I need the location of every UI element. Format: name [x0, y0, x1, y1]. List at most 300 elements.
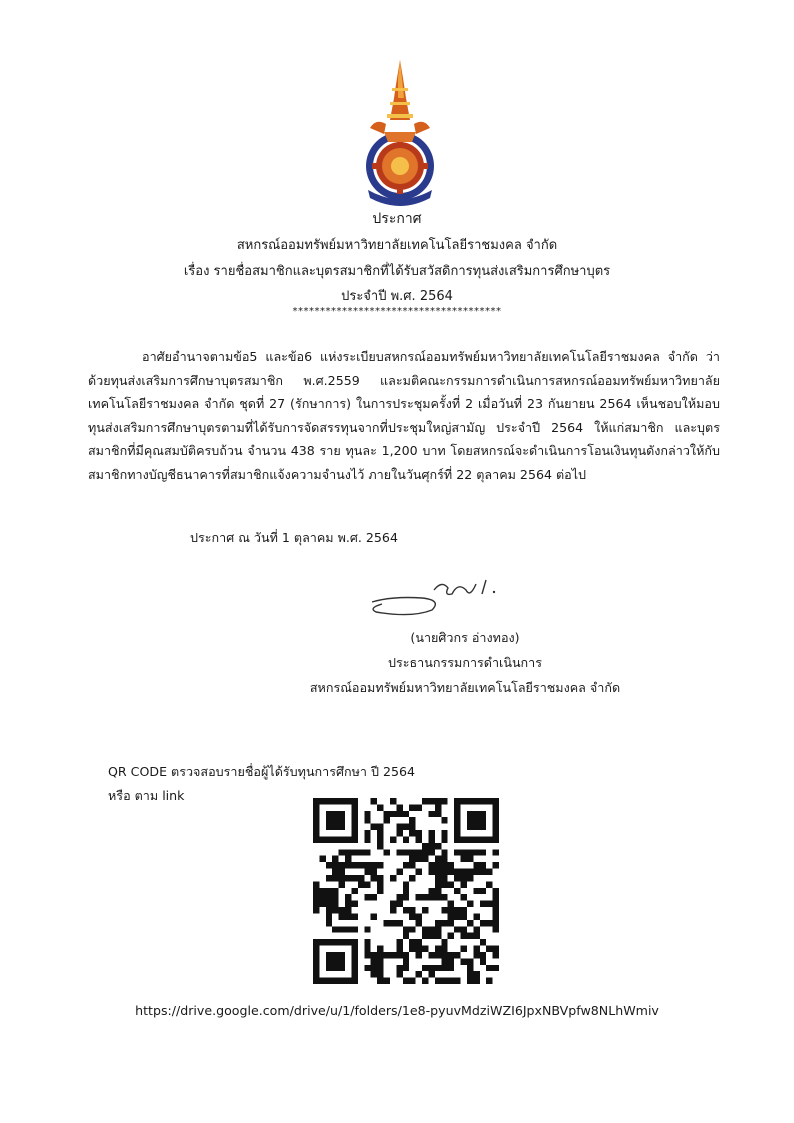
- qr-module: [493, 811, 499, 817]
- qr-module: [403, 926, 409, 932]
- qr-module: [377, 843, 383, 849]
- qr-module: [435, 843, 441, 849]
- qr-module: [473, 849, 479, 855]
- qr-module: [441, 907, 447, 913]
- qr-module: [448, 920, 454, 926]
- qr-module: [351, 824, 357, 830]
- announcement-date: ประกาศ ณ วันที่ 1 ตุลาคม พ.ศ. 2564: [190, 530, 398, 545]
- qr-module: [409, 926, 415, 932]
- qr-module: [403, 978, 409, 984]
- qr-module: [467, 958, 473, 964]
- qr-module: [390, 798, 396, 804]
- qr-module: [403, 894, 409, 900]
- qr-module: [435, 946, 441, 952]
- qr-module: [364, 894, 370, 900]
- qr-module: [409, 830, 415, 836]
- qr-module: [345, 978, 351, 984]
- qr-module: [332, 907, 338, 913]
- qr-module: [461, 881, 467, 887]
- qr-module: [409, 856, 415, 862]
- qr-module: [480, 836, 486, 842]
- qr-module: [332, 958, 338, 964]
- qr-module: [422, 843, 428, 849]
- qr-module: [371, 952, 377, 958]
- qr-module: [364, 881, 370, 887]
- qr-module: [441, 965, 447, 971]
- qr-module: [332, 952, 338, 958]
- announcement-title: ประกาศ: [372, 211, 422, 227]
- qr-module: [435, 811, 441, 817]
- qr-module: [416, 913, 422, 919]
- qr-module: [441, 894, 447, 900]
- qr-module: [454, 824, 460, 830]
- qr-module: [313, 901, 319, 907]
- qr-module: [467, 920, 473, 926]
- qr-module: [480, 862, 486, 868]
- qr-module: [332, 817, 338, 823]
- qr-module: [467, 849, 473, 855]
- qr-module: [396, 901, 402, 907]
- qr-module: [339, 881, 345, 887]
- qr-module: [454, 907, 460, 913]
- qr-module: [435, 798, 441, 804]
- qr-module: [339, 958, 345, 964]
- qr-module: [390, 920, 396, 926]
- qr-module: [326, 798, 332, 804]
- qr-module: [364, 811, 370, 817]
- qr-module: [345, 913, 351, 919]
- qr-module: [454, 836, 460, 842]
- qr-module: [416, 952, 422, 958]
- body-paragraph-text: อาศัยอำนาจตามข้อ5 และข้อ6 แห่งระเบียบสหกรณ์ออมทรัพย์มหาวิทยาลัยเทคโนโลยีราชมงคล จำกัด ว่าด้วยทุนส่งเสริมการศึกษาบุตรสมาชิก พ.ศ.2559 และมติคณะกรรมการดำเนินการสหกรณ์ออมทรัพย์มหาวิทยาลัยเทคโนโลยีราชมงคล จำกัด ชุดที่ 27 (รักษาการ) ในการประชุมครั้งที่ 2 เมื่อวันที่ 23 กันยายน 2564 เห็นชอบให้มอบทุนส่งเสริมการศึกษาบุตรตามที่ได้รับการจัดสรรทุนจากที่ประชุมใหญ่สามัญ ประจำปี 2564 ให้แก่สมาชิก และบุตรสมาชิกที่มีคุณสมบัติครบถ้วน จำนวน 438 ราย ทุนละ 1,200 บาท โดยสหกรณ์จะดำเนินการโอนเงินทุนดังกล่าวให้กับสมาชิกทางบัญชีธนาคารที่สมาชิกแจ้งความจำนงไว้ ภายในวันศุกร์ที่ 22 ตุลาคม 2564 ต่อไป: [88, 349, 720, 482]
- qr-module: [441, 830, 447, 836]
- qr-module: [313, 952, 319, 958]
- qr-module: [461, 946, 467, 952]
- qr-module: [493, 952, 499, 958]
- qr-module: [473, 824, 479, 830]
- qr-module: [416, 939, 422, 945]
- qr-module: [428, 933, 434, 939]
- qr-module: [435, 965, 441, 971]
- qr-module: [454, 830, 460, 836]
- body-paragraph: [88, 345, 720, 486]
- qr-module: [332, 894, 338, 900]
- qr-module: [332, 824, 338, 830]
- qr-module: [409, 804, 415, 810]
- qr-module: [428, 811, 434, 817]
- qr-module: [441, 849, 447, 855]
- qr-module: [326, 901, 332, 907]
- qr-module: [339, 869, 345, 875]
- qr-module: [409, 907, 415, 913]
- qr-module: [396, 920, 402, 926]
- qr-module: [358, 875, 364, 881]
- qr-module: [377, 804, 383, 810]
- qr-module: [416, 920, 422, 926]
- qr-module: [480, 939, 486, 945]
- qr-module: [448, 901, 454, 907]
- qr-module: [486, 946, 492, 952]
- qr-module: [403, 811, 409, 817]
- qr-module: [428, 965, 434, 971]
- qr-module: [377, 958, 383, 964]
- qr-module: [351, 888, 357, 894]
- qr-module: [396, 811, 402, 817]
- qr-module: [441, 952, 447, 958]
- qr-module: [461, 798, 467, 804]
- qr-module: [461, 856, 467, 862]
- qr-module: [351, 971, 357, 977]
- qr-module: [428, 869, 434, 875]
- qr-module: [435, 881, 441, 887]
- qr-module: [313, 881, 319, 887]
- qr-module: [416, 946, 422, 952]
- qr-module: [351, 901, 357, 907]
- qr-module: [435, 856, 441, 862]
- qr-module: [435, 875, 441, 881]
- qr-module: [480, 849, 486, 855]
- qr-module: [371, 862, 377, 868]
- qr-module: [480, 798, 486, 804]
- qr-module: [351, 862, 357, 868]
- qr-module: [384, 849, 390, 855]
- qr-module: [313, 907, 319, 913]
- qr-module: [409, 939, 415, 945]
- qr-module: [351, 836, 357, 842]
- qr-module: [480, 817, 486, 823]
- qr-module: [326, 965, 332, 971]
- organization-name: สหกรณ์ออมทรัพย์มหาวิทยาลัยเทคโนโลยีราชมงคล จำกัด: [236, 238, 558, 253]
- separator-stars: **************************************: [292, 306, 502, 317]
- qr-module: [486, 978, 492, 984]
- qr-module: [396, 946, 402, 952]
- qr-module: [390, 952, 396, 958]
- qr-module: [428, 798, 434, 804]
- qr-module: [403, 824, 409, 830]
- qr-module: [467, 811, 473, 817]
- qr-module: [467, 824, 473, 830]
- qr-module: [441, 869, 447, 875]
- qr-module: [313, 836, 319, 842]
- qr-module: [326, 888, 332, 894]
- qr-module: [493, 862, 499, 868]
- qr-module: [454, 849, 460, 855]
- qr-module: [326, 875, 332, 881]
- qr-module: [351, 849, 357, 855]
- qr-module: [345, 901, 351, 907]
- qr-module: [448, 869, 454, 875]
- qr-module: [403, 952, 409, 958]
- qr-module: [448, 913, 454, 919]
- qr-module: [454, 978, 460, 984]
- qr-module: [339, 926, 345, 932]
- qr-module: [454, 869, 460, 875]
- qr-module: [332, 888, 338, 894]
- qr-module: [377, 830, 383, 836]
- qr-module: [396, 894, 402, 900]
- qr-module: [384, 811, 390, 817]
- qr-module: [396, 824, 402, 830]
- qr-module: [473, 836, 479, 842]
- qr-module: [403, 965, 409, 971]
- qr-module: [461, 849, 467, 855]
- qr-module: [454, 952, 460, 958]
- qr-module: [377, 952, 383, 958]
- qr-module: [326, 824, 332, 830]
- qr-module: [441, 939, 447, 945]
- qr-module: [454, 926, 460, 932]
- qr-module: [493, 926, 499, 932]
- qr-module: [454, 798, 460, 804]
- qr-module: [416, 830, 422, 836]
- qr-module: [493, 824, 499, 830]
- qr-module: [454, 817, 460, 823]
- drive-link[interactable]: https://drive.google.com/drive/u/1/folders/1e8-pyuvMdziWZI6JpxNBVpfw8NLhWmiv: [135, 1003, 659, 1018]
- qr-module: [473, 817, 479, 823]
- qr-module: [448, 958, 454, 964]
- qr-module: [403, 836, 409, 842]
- qr-module: [493, 946, 499, 952]
- qr-module: [461, 933, 467, 939]
- qr-module: [371, 958, 377, 964]
- qr-module: [473, 798, 479, 804]
- qr-module: [486, 836, 492, 842]
- qr-module: [428, 952, 434, 958]
- signatory-position: ประธานกรรมการดำเนินการ: [387, 655, 543, 670]
- qr-module: [377, 875, 383, 881]
- qr-module: [480, 958, 486, 964]
- qr-module: [422, 856, 428, 862]
- handwritten-signature: [362, 570, 512, 620]
- qr-module: [428, 849, 434, 855]
- qr-module: [473, 862, 479, 868]
- qr-module: [345, 798, 351, 804]
- qr-module: [313, 817, 319, 823]
- qr-module: [422, 978, 428, 984]
- qr-module: [441, 862, 447, 868]
- qr-module: [326, 817, 332, 823]
- qr-module: [332, 869, 338, 875]
- signatory-name: (นายศิวกร อ่างทอง): [410, 630, 520, 645]
- qr-module: [435, 926, 441, 932]
- qr-module: [467, 875, 473, 881]
- qr-module: [473, 971, 479, 977]
- qr-module: [339, 939, 345, 945]
- qr-module: [351, 804, 357, 810]
- qr-module: [326, 978, 332, 984]
- qr-module: [364, 817, 370, 823]
- qr-module: [351, 811, 357, 817]
- qr-module: [441, 978, 447, 984]
- qr-module: [435, 862, 441, 868]
- qr-module: [422, 894, 428, 900]
- qr-module: [467, 798, 473, 804]
- qr-module: [454, 875, 460, 881]
- qr-module: [493, 817, 499, 823]
- qr-module: [416, 869, 422, 875]
- qr-module: [351, 830, 357, 836]
- qr-module: [480, 952, 486, 958]
- qr-module: [461, 913, 467, 919]
- qr-module: [409, 875, 415, 881]
- qr-module: [377, 824, 383, 830]
- qr-module: [435, 894, 441, 900]
- qr-module: [441, 958, 447, 964]
- qr-module: [332, 798, 338, 804]
- university-emblem: [340, 58, 460, 208]
- qr-module: [384, 920, 390, 926]
- qr-module: [403, 958, 409, 964]
- qr-module: [319, 888, 325, 894]
- qr-module: [319, 939, 325, 945]
- qr-code[interactable]: [313, 798, 499, 984]
- qr-module: [364, 836, 370, 842]
- qr-module: [480, 901, 486, 907]
- qr-module: [326, 939, 332, 945]
- qr-module: [319, 894, 325, 900]
- qr-module: [332, 939, 338, 945]
- qr-module: [339, 965, 345, 971]
- qr-module: [390, 836, 396, 842]
- qr-module: [319, 901, 325, 907]
- qr-module: [435, 978, 441, 984]
- qr-module: [409, 849, 415, 855]
- qr-module: [313, 824, 319, 830]
- qr-module: [428, 843, 434, 849]
- qr-module: [332, 856, 338, 862]
- qr-module: [473, 978, 479, 984]
- qr-module: [416, 894, 422, 900]
- qr-module: [326, 920, 332, 926]
- qr-module: [364, 849, 370, 855]
- qr-module: [486, 881, 492, 887]
- qr-module: [493, 913, 499, 919]
- qr-module: [493, 901, 499, 907]
- qr-module: [467, 971, 473, 977]
- qr-module: [422, 946, 428, 952]
- qr-module: [332, 965, 338, 971]
- qr-module: [480, 811, 486, 817]
- qr-module: [467, 817, 473, 823]
- qr-module: [371, 965, 377, 971]
- qr-module: [390, 907, 396, 913]
- qr-module: [326, 811, 332, 817]
- qr-module: [473, 888, 479, 894]
- qr-module: [441, 881, 447, 887]
- qr-module: [364, 965, 370, 971]
- qr-module: [409, 978, 415, 984]
- qr-module: [409, 862, 415, 868]
- qr-module: [339, 875, 345, 881]
- qr-module: [493, 965, 499, 971]
- qr-module: [339, 952, 345, 958]
- qr-module: [428, 862, 434, 868]
- qr-module: [467, 836, 473, 842]
- qr-module: [345, 836, 351, 842]
- qr-module: [493, 798, 499, 804]
- qr-module: [473, 946, 479, 952]
- qr-module: [313, 965, 319, 971]
- qr-module: [403, 881, 409, 887]
- qr-module: [371, 875, 377, 881]
- qr-module: [332, 926, 338, 932]
- qr-module: [339, 811, 345, 817]
- qr-module: [326, 862, 332, 868]
- qr-module: [422, 926, 428, 932]
- qr-module: [313, 958, 319, 964]
- qr-or-link-label: หรือ ตาม link: [108, 788, 185, 803]
- qr-module: [396, 849, 402, 855]
- qr-module: [345, 849, 351, 855]
- qr-module: [390, 811, 396, 817]
- qr-module: [377, 862, 383, 868]
- qr-module: [461, 926, 467, 932]
- qr-module: [403, 907, 409, 913]
- qr-module: [339, 824, 345, 830]
- qr-module: [467, 933, 473, 939]
- qr-module: [473, 811, 479, 817]
- qr-module: [448, 933, 454, 939]
- qr-module: [326, 836, 332, 842]
- qr-module: [332, 901, 338, 907]
- qr-module: [486, 901, 492, 907]
- qr-module: [486, 798, 492, 804]
- qr-module: [339, 798, 345, 804]
- qr-module: [493, 849, 499, 855]
- qr-module: [461, 894, 467, 900]
- qr-module: [448, 881, 454, 887]
- qr-module: [351, 965, 357, 971]
- qr-module: [351, 926, 357, 932]
- qr-module: [332, 978, 338, 984]
- qr-module: [448, 862, 454, 868]
- qr-module: [473, 926, 479, 932]
- qr-module: [493, 894, 499, 900]
- qr-module: [364, 952, 370, 958]
- qr-module: [428, 894, 434, 900]
- qr-module: [351, 952, 357, 958]
- qr-module: [467, 869, 473, 875]
- qr-module: [377, 946, 383, 952]
- qr-module: [467, 901, 473, 907]
- qr-module: [313, 830, 319, 836]
- qr-module: [454, 913, 460, 919]
- qr-module: [345, 856, 351, 862]
- qr-module: [480, 920, 486, 926]
- qr-module: [319, 798, 325, 804]
- qr-module: [454, 811, 460, 817]
- qr-module: [332, 811, 338, 817]
- qr-module: [364, 869, 370, 875]
- qr-module: [332, 836, 338, 842]
- qr-module: [493, 888, 499, 894]
- qr-module: [390, 875, 396, 881]
- qr-module: [435, 920, 441, 926]
- qr-module: [473, 869, 479, 875]
- qr-module: [403, 933, 409, 939]
- qr-module: [313, 939, 319, 945]
- qr-module: [384, 952, 390, 958]
- qr-module: [416, 849, 422, 855]
- qr-module: [364, 830, 370, 836]
- qr-module: [313, 804, 319, 810]
- qr-module: [403, 849, 409, 855]
- qr-module: [409, 913, 415, 919]
- qr-module: [486, 965, 492, 971]
- qr-module: [461, 958, 467, 964]
- qr-module: [473, 933, 479, 939]
- qr-module: [435, 804, 441, 810]
